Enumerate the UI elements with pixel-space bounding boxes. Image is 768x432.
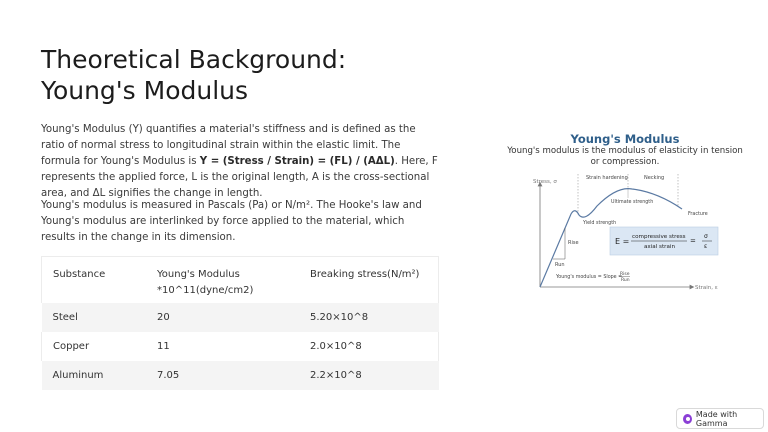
intro-text-a: Young's Modulus (Y) quantifies a material's stiffness and is defined as the ratio of normal stress to longitudinal strain within the elastic limit. The formula for Young's Modulus is <box>41 124 416 167</box>
intro-text-b: . Here, F represents the applied force, L is the original length, A is the cross-sectional area, and ΔL signifies the change in length. <box>41 156 438 199</box>
cell-modulus: 20 <box>157 311 170 323</box>
box-denominator: axial strain <box>644 244 675 250</box>
badge-label: Made with Gamma <box>695 409 738 428</box>
fracture-label: Fracture <box>688 212 708 217</box>
slope-rise: Rise <box>620 272 630 277</box>
cell-breaking-stress: 5.20×10^8 <box>310 311 369 323</box>
cell-breaking-stress: 2.0×10^8 <box>310 340 362 352</box>
box-eps: ε <box>704 243 708 250</box>
header-substance: Substance <box>53 269 106 280</box>
box-sigma: σ <box>704 233 708 240</box>
cell-substance: Copper <box>53 340 90 352</box>
header-breaking-stress: Breaking stress(N/m²) <box>310 269 420 280</box>
strain-hardening-label: Strain hardening <box>586 175 628 181</box>
formula-text: Y = (Stress / Strain) = (FL) / (AΔL) <box>199 156 395 167</box>
cell-modulus: 11 <box>157 340 170 352</box>
table-row <box>42 303 439 332</box>
box-e-label: E = <box>615 237 630 246</box>
y-axis-label: Stress, σ <box>533 179 557 185</box>
figure-title: Young's Modulus <box>570 132 680 146</box>
table-header-row <box>42 257 439 303</box>
cell-substance: Aluminum <box>52 369 104 381</box>
cell-breaking-stress: 2.2×10^8 <box>310 369 362 381</box>
box-numerator: compressive stress <box>632 234 686 240</box>
cell-substance: Steel <box>52 311 78 323</box>
ultimate-strength-label: Ultimate strength <box>611 200 654 205</box>
box-equals: = <box>690 237 696 245</box>
cell-modulus: 7.05 <box>157 369 180 381</box>
x-axis-label: Strain, ε <box>695 285 718 291</box>
intro-paragraph <box>41 122 441 202</box>
slide-title <box>41 44 461 106</box>
rise-label: Rise <box>568 240 579 246</box>
yield-strength-label: Yield strength <box>583 221 617 226</box>
figure-subtitle: Young's modulus is the modulus of elasticity in tension or compression. <box>507 146 743 167</box>
title-line-2: Young's Modulus <box>41 76 249 105</box>
run-label: Run <box>555 262 565 268</box>
slope-run: Run <box>621 278 630 283</box>
modulus-table <box>41 256 439 390</box>
header-youngs-modulus: Young's Modulus *10^11(dyne/cm2) <box>157 269 254 296</box>
made-with-gamma-badge[interactable] <box>676 408 764 429</box>
youngs-modulus-figure <box>507 130 743 295</box>
gamma-logo-icon <box>683 414 692 424</box>
stress-strain-diagram <box>507 170 743 295</box>
units-paragraph: Young's modulus is measured in Pascals (Pa) or N/m². The Hooke's law and Young's modulus are interlinked by force applied to the material, which results in the change in its dimension. <box>41 200 422 243</box>
table-row <box>42 361 439 390</box>
title-line-1: Theoretical Background: <box>41 45 347 74</box>
table-row <box>42 332 439 361</box>
slope-formula: Young's modulus = Slope = <box>556 275 623 280</box>
necking-label: Necking <box>644 175 665 181</box>
